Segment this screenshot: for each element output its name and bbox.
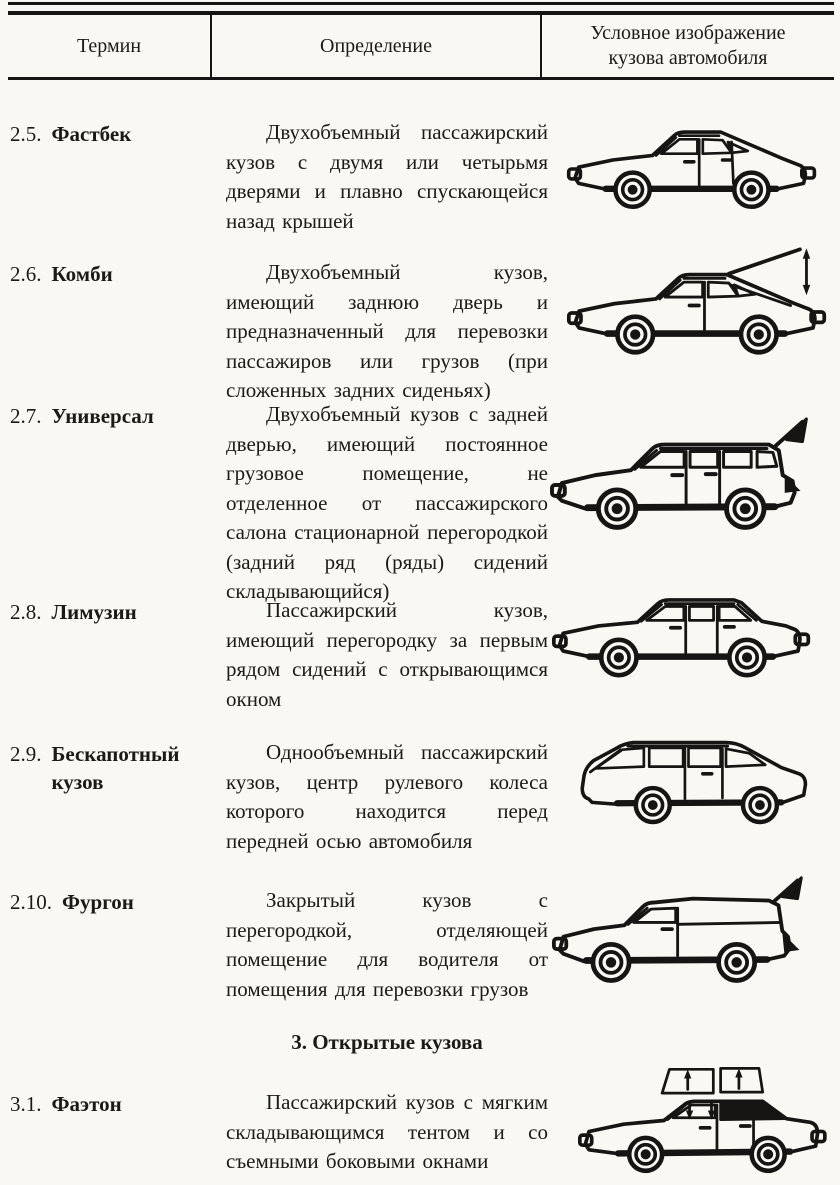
definition-text: Закрытый кузов с перегородкой, отделяющей помещение для водителя от помещения для перевозки грузов	[226, 888, 548, 1001]
term-name: Фастбек	[51, 122, 132, 146]
limousine-car-icon	[552, 573, 812, 690]
phaeton-car-icon	[578, 1062, 834, 1181]
term-number: 2.7.	[10, 404, 42, 428]
definition-text: Пассажирский кузов с мягким складывающимся тентом и со съемными боковыми окнами	[226, 1090, 548, 1173]
table-row-term	[10, 888, 216, 916]
definition-text: Двухобъемный пассажирский кузов с двумя или четырьмя дверями и плавно спускающейся назад крышей	[226, 120, 548, 233]
car-illustration-kombi	[566, 240, 828, 365]
table-row-term	[10, 120, 216, 148]
definition-text: Двухобъемный кузов, имеющий заднюю дверь и предназначенный для перевозки пассажиров или грузов (при сложенных задних сиденьях)	[226, 260, 548, 402]
kombi-car-icon	[566, 240, 828, 365]
car-illustration-universal	[550, 414, 836, 548]
term-number: 2.5.	[10, 122, 42, 146]
term-name: Фаэтон	[51, 1092, 122, 1116]
table-row-term	[10, 260, 216, 288]
removable-window-rear	[721, 1068, 763, 1092]
definition-text: Однообъемный пассажирский кузов, центр рулевого колеса которого находится перед передней осью автомобиля	[226, 740, 548, 853]
station-wagon-icon	[550, 414, 836, 548]
definition-text: Пассажирский кузов, имеющий перегородку за первым рядом сидений с открывающимся окном	[226, 598, 548, 711]
header-row	[8, 11, 834, 80]
table-header	[8, 2, 834, 80]
car-illustration-phaeton	[578, 1062, 834, 1181]
term-name: Комби	[51, 262, 113, 286]
soft-top-tent	[721, 1101, 787, 1119]
column-header-image-label: Условное изображение кузова автомобиля	[590, 22, 786, 69]
column-header-image	[542, 15, 834, 77]
term-name: Бескапотный кузов	[51, 742, 180, 794]
car-illustration-fastback	[566, 106, 818, 219]
car-illustration-van	[552, 872, 828, 1003]
table-row-term	[10, 598, 216, 626]
fastback-car-icon	[566, 106, 818, 219]
open-hatch-line	[729, 249, 800, 273]
term-number: 2.9.	[10, 742, 42, 766]
top-rule	[8, 2, 834, 5]
car-illustration-cab-over	[576, 722, 826, 835]
term-name: Универсал	[51, 404, 154, 428]
term-name: Лимузин	[51, 600, 137, 624]
term-number: 2.6.	[10, 262, 42, 286]
car-illustration-limousine	[552, 573, 812, 690]
table-row-term	[10, 1090, 216, 1118]
term-number: 3.1.	[10, 1092, 42, 1116]
column-header-definition: Определение	[212, 15, 542, 77]
column-header-term: Термин	[8, 15, 212, 77]
van-car-icon	[552, 872, 828, 1003]
definition-text: Двухобъемный кузов с задней дверью, имеющий постоянное грузовое помещение, не отделенное от пассажирского салона стационарной перегородкой (задний ряд (ряды) сидений складывающийся)	[226, 402, 548, 603]
table-row-term	[10, 740, 216, 796]
term-number: 2.8.	[10, 600, 42, 624]
term-name: Фургон	[62, 890, 134, 914]
term-number: 2.10.	[10, 890, 52, 914]
section-heading: 3. Открытые кузова	[291, 1030, 483, 1054]
table-row-term	[10, 402, 216, 430]
cab-over-car-icon	[576, 722, 826, 835]
